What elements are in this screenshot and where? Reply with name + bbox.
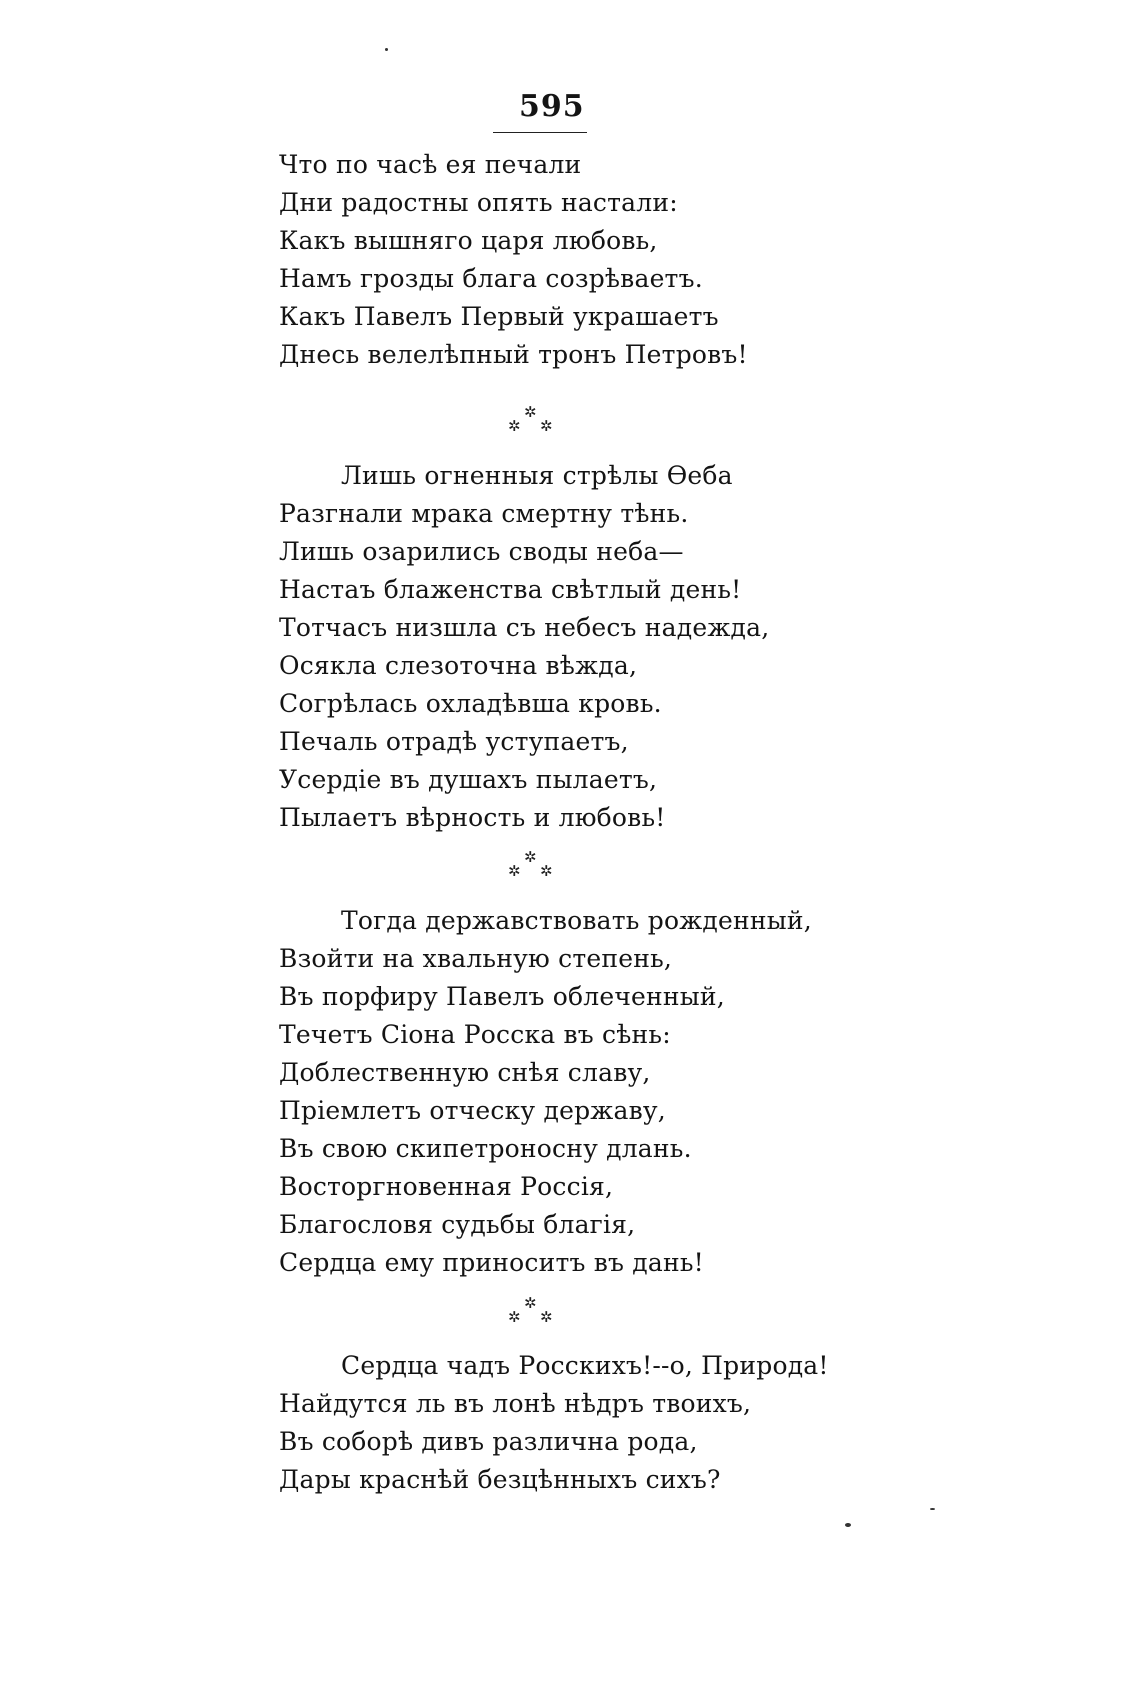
verse-line: Лишь огненныя стрѣлы Ѳеба bbox=[341, 461, 733, 490]
verse-line: Восторгновенная Россія, bbox=[279, 1172, 614, 1201]
verse-line: Лишь озарились своды неба— bbox=[279, 537, 684, 566]
stanza-2 bbox=[279, 457, 769, 837]
verse-line: Какъ вышняго царя любовь, bbox=[279, 226, 658, 255]
verse-line: Въ соборѣ дивъ различна рода, bbox=[279, 1427, 698, 1456]
asterism-star-icon: ✲ bbox=[540, 862, 553, 880]
scan-speck bbox=[930, 1508, 935, 1510]
verse-line: Печаль отрадѣ уступаетъ, bbox=[279, 727, 629, 756]
verse-line: Благословя судьбы благія, bbox=[279, 1210, 636, 1239]
verse-line: Какъ Павелъ Первый украшаетъ bbox=[279, 302, 719, 331]
verse-line: Пылаетъ вѣрность и любовь! bbox=[279, 803, 666, 832]
verse-line: Дни радостны опять настали: bbox=[279, 188, 678, 217]
verse-line: Намъ грозды блага созрѣваетъ. bbox=[279, 264, 703, 293]
verse-line: Разгнали мрака смертну тѣнь. bbox=[279, 499, 689, 528]
asterism-star-icon: ✲ bbox=[508, 862, 521, 880]
verse-line: Согрѣлась охладѣвша кровь. bbox=[279, 689, 662, 718]
asterism-star-icon: ✲ bbox=[508, 1308, 521, 1326]
stanza-divider-ornament bbox=[505, 850, 555, 884]
verse-line: Доблественную снѣя славу, bbox=[279, 1058, 651, 1087]
verse-line: Пріемлетъ отческу державу, bbox=[279, 1096, 666, 1125]
verse-line: Тогда державствовать рожденный, bbox=[341, 906, 812, 935]
verse-line: Днесь велелѣпный тронъ Петровъ! bbox=[279, 340, 748, 369]
page-number: 595 bbox=[519, 89, 585, 124]
scan-speck bbox=[385, 48, 388, 51]
scan-speck bbox=[845, 1523, 851, 1527]
asterism-star-icon: ✲ bbox=[540, 1308, 553, 1326]
verse-line: Сердца чадъ Росскихъ!--о, Природа! bbox=[341, 1351, 829, 1380]
page-number-rule bbox=[493, 132, 587, 133]
verse-line: Что по часѣ ея печали bbox=[279, 150, 582, 179]
stanza-divider-ornament bbox=[505, 405, 555, 439]
verse-line: Усердіе въ душахъ пылаетъ, bbox=[279, 765, 658, 794]
stanza-4 bbox=[279, 1347, 829, 1499]
asterism-star-icon: ✲ bbox=[524, 403, 537, 421]
asterism-star-icon: ✲ bbox=[524, 1294, 537, 1312]
verse-line: Течетъ Сіона Росска въ сѣнь: bbox=[279, 1020, 671, 1049]
stanza-divider-ornament bbox=[505, 1296, 555, 1330]
verse-line: Найдутся ль въ лонѣ нѣдръ твоихъ, bbox=[279, 1389, 752, 1418]
stanza-3 bbox=[279, 902, 812, 1282]
verse-line: Въ порфиру Павелъ облеченный, bbox=[279, 982, 725, 1011]
verse-line: Осякла слезоточна вѣжда, bbox=[279, 651, 638, 680]
asterism-star-icon: ✲ bbox=[540, 417, 553, 435]
verse-line: Сердца ему приноситъ въ дань! bbox=[279, 1248, 704, 1277]
stanza-1 bbox=[279, 146, 748, 374]
verse-line: Взойти на хвальную степень, bbox=[279, 944, 673, 973]
verse-line: Въ свою скипетроносну длань. bbox=[279, 1134, 692, 1163]
verse-line: Тотчасъ низшла съ небесъ надежда, bbox=[279, 613, 770, 642]
asterism-star-icon: ✲ bbox=[508, 417, 521, 435]
asterism-star-icon: ✲ bbox=[524, 848, 537, 866]
verse-line: Дары краснѣй безцѣнныхъ сихъ? bbox=[279, 1465, 721, 1494]
verse-line: Настаъ блаженства свѣтлый день! bbox=[279, 575, 742, 604]
